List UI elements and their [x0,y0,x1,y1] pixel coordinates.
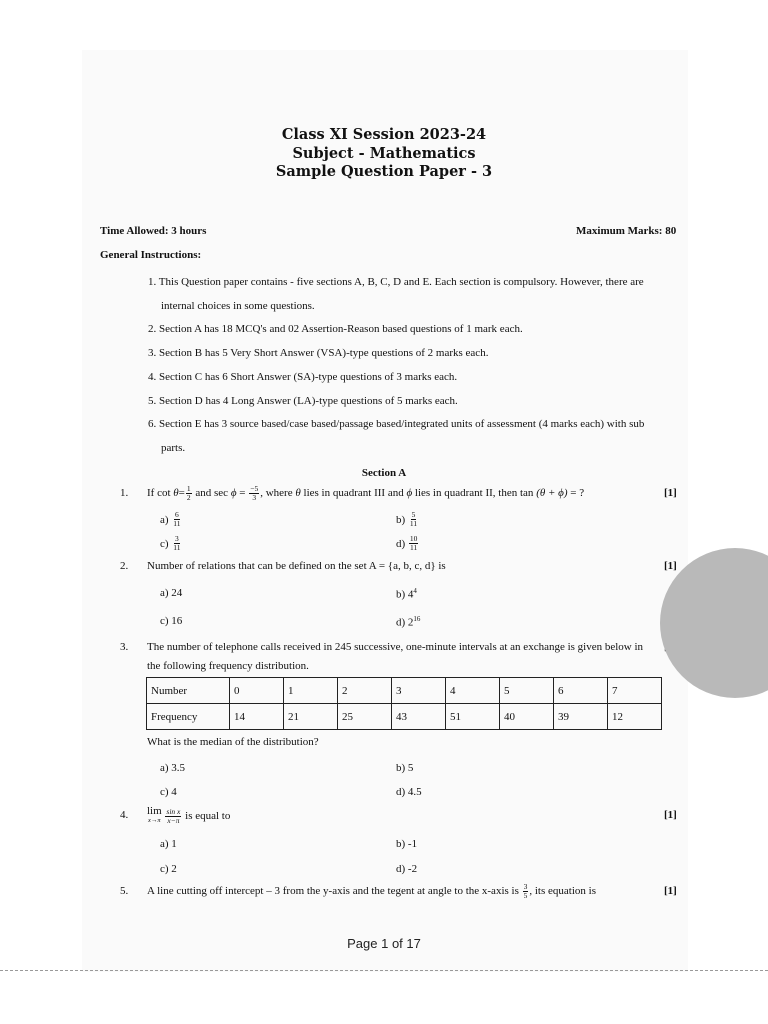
question-3-text: the following frequency distribution. [147,660,309,672]
instruction-item: 4. Section C has 6 Short Answer (SA)-type questions of 3 marks each. [148,371,458,383]
option-a: a) $\frac{6}{11}$ [160,510,181,528]
table-cell: 5 [500,678,554,704]
option-a: a) 1 [160,838,177,850]
question-3-prompt: What is the median of the distribution? [147,736,319,748]
option-c: c) 2 [160,863,177,875]
section-title: Section A [361,467,407,479]
table-cell: 6 [554,678,608,704]
question-mark: [1] [664,809,677,821]
time-allowed: Time Allowed: 3 hours [100,225,207,237]
question-5-text: A line cutting off intercept – 3 from the y-axis and the tegent at angle to the x-axis is $\frac{3}{5}$ , its equation is [147,881,596,900]
question-mark: [1] [664,885,677,897]
fraction: $\frac{-5}{3}$ [250,483,259,502]
option-b: b) $4^4$ [396,587,417,601]
option-d: d) 4.5 [396,786,422,798]
instruction-item: 2. Section A has 18 MCQ's and 02 Assertion-Reason based questions of 1 mark each. [148,323,523,335]
option-d: d) -2 [396,863,418,875]
option-c: c) $\frac{3}{11}$ [160,534,181,552]
question-2-text: Number of relations that can be defined on the set A = {a, b, c, d} is [147,560,446,572]
table-cell: 39 [554,704,608,730]
option-d: d) $\frac{10}{11}$ [396,534,418,552]
option-b: b) 5 [396,762,414,774]
option-a: a) 3.5 [160,762,186,774]
option-a: a) 24 [160,587,183,599]
option-b: b) -1 [396,838,418,850]
page-number: Page 1 of 17 [347,936,421,951]
table-cell: 43 [392,704,446,730]
table-cell: 12 [608,704,662,730]
table-cell: 21 [284,704,338,730]
table-row [147,678,662,704]
table-cell: Frequency [147,704,230,730]
question-mark: [1] [664,487,677,499]
question-number: 1. [120,487,129,499]
table-cell: 51 [446,704,500,730]
option-b: b) $\frac{5}{11}$ [396,510,418,528]
instructions-heading: General Instructions: [100,249,202,261]
option-c: c) 16 [160,615,183,627]
option-c: c) 4 [160,786,177,798]
instruction-item: parts. [161,442,186,454]
table-cell: 25 [338,704,392,730]
question-mark: [1] [664,560,677,572]
class-heading: Class XI Session 2023-24 [281,126,487,143]
table-cell: 1 [284,678,338,704]
instruction-item: 1. This Question paper contains - five sections A, B, C, D and E. Each section is compulsory. However, there are [148,276,644,288]
question-number: 5. [120,885,129,897]
page-divider [0,970,768,971]
instruction-item: 3. Section B has 5 Very Short Answer (VSA)-type questions of 2 marks each. [148,347,489,359]
table-cell: 3 [392,678,446,704]
question-number: 2. [120,560,129,572]
subject-heading: Subject - Mathematics [292,145,476,162]
instruction-item: 6. Section E has 3 source based/case based/passage based/integrated units of assessment (4 marks each) with sub [148,418,645,430]
table-row [147,704,662,730]
maximum-marks: Maximum Marks: 80 [576,225,677,237]
question-number: 3. [120,641,129,653]
option-d: d) $2^{16}$ [396,615,421,629]
table-cell: 7 [608,678,662,704]
table-cell: 2 [338,678,392,704]
question-3-text: The number of telephone calls received in 245 successive, one-minute intervals at an exchange is given below in [147,641,644,653]
question-1-text: If cot θ = $\frac{1}{2}$ and sec ϕ = $\frac{-5}{3}$ , where θ lies in quadrant III and ϕ lies in quadrant II, then tan (θ + ϕ) = ? [147,483,585,502]
instruction-item: internal choices in some questions. [161,300,315,312]
paper-title: Sample Question Paper - 3 [275,163,493,180]
table-cell: 0 [230,678,284,704]
table-cell: Number [147,678,230,704]
fraction: $\frac{1}{2}$ [186,483,191,502]
table-cell: 4 [446,678,500,704]
frequency-table [146,677,662,730]
limit-expression: lim x→π [147,805,162,824]
table-cell: 14 [230,704,284,730]
question-4-text: lim x→π $\frac{\text{sin x}}{x-\pi}$ is equal to [147,805,231,825]
table-cell: 40 [500,704,554,730]
instruction-item: 5. Section D has 4 Long Answer (LA)-type questions of 5 marks each. [148,395,458,407]
question-number: 4. [120,809,129,821]
